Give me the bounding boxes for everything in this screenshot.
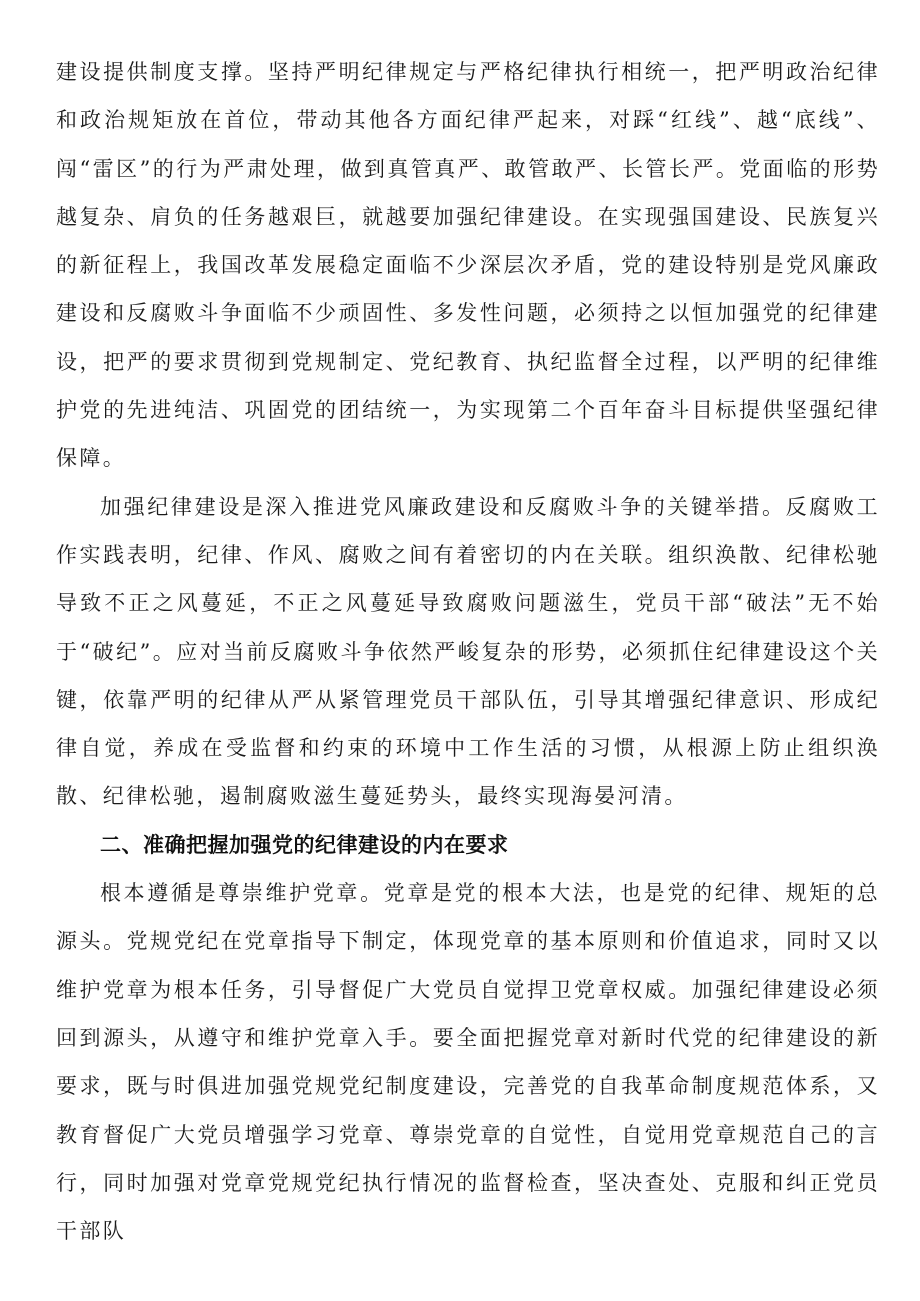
paragraph-party-constitution: 根本遵循是尊崇维护党章。党章是党的根本大法，也是党的纪律、规矩的总源头。党规党纪在党章指导下制定，体现党章的基本原则和价值追求，同时又以维护党章为根本任务，引导督促广大党员自觉捍卫党章权威。加强纪律建设必须回到源头，从遵守和维护党章入手。要全面把握党章对新时代党的纪律建设的新要求，既与时俱进加强党规党纪制度建设，完善党的自我革命制度规范体系，又教育督促广大党员增强学习党章、尊崇党章的自觉性，自觉用党章规范自己的言行，同时加强对党章党规党纪执行情况的监督检查，坚决查处、克服和纠正党员干部队 — [56, 881, 880, 1244]
paragraph-anti-corruption: 加强纪律建设是深入推进党风廉政建设和反腐败斗争的关键举措。反腐败工作实践表明，纪律、作风、腐败之间有着密切的内在关联。组织涣散、纪律松驰导致不正之风蔓延，不正之风蔓延导致腐败问题滋生，党员干部“破法”无不始于“破纪”。应对当前反腐败斗争依然严峻复杂的形势，必须抓住纪律建设这个关键，依靠严明的纪律从严从紧管理党员干部队伍，引导其增强纪律意识、形成纪律自觉，养成在受监督和约束的环境中工作生活的习惯，从根源上防止组织涣散、纪律松驰，遏制腐败滋生蔓延势头，最终实现海晏河清。 — [56, 494, 880, 809]
section-heading: 二、准确把握加强党的纪律建设的内在要求 — [100, 832, 509, 857]
paragraph-continuation: 建设提供制度支撑。坚持严明纪律规定与严格纪律执行相统一，把严明政治纪律和政治规矩放在首位，带动其他各方面纪律严起来，对踩“红线”、越“底线”、闯“雷区”的行为严肃处理，做到真管真严、敢管敢严、长管长严。党面临的形势越复杂、肩负的任务越艰巨，就越要加强纪律建设。在实现强国建设、民族复兴的新征程上，我国改革发展稳定面临不少深层次矛盾，党的建设特别是党风廉政建设和反腐败斗争面临不少顽固性、多发性问题，必须持之以恒加强党的纪律建设，把严的要求贯彻到党规制定、党纪教育、执纪监督全过程，以严明的纪律维护党的先进纯洁、巩固党的团结统一，为实现第二个百年奋斗目标提供坚强纪律保障。 — [56, 60, 880, 471]
document-body — [56, 48, 880, 1255]
